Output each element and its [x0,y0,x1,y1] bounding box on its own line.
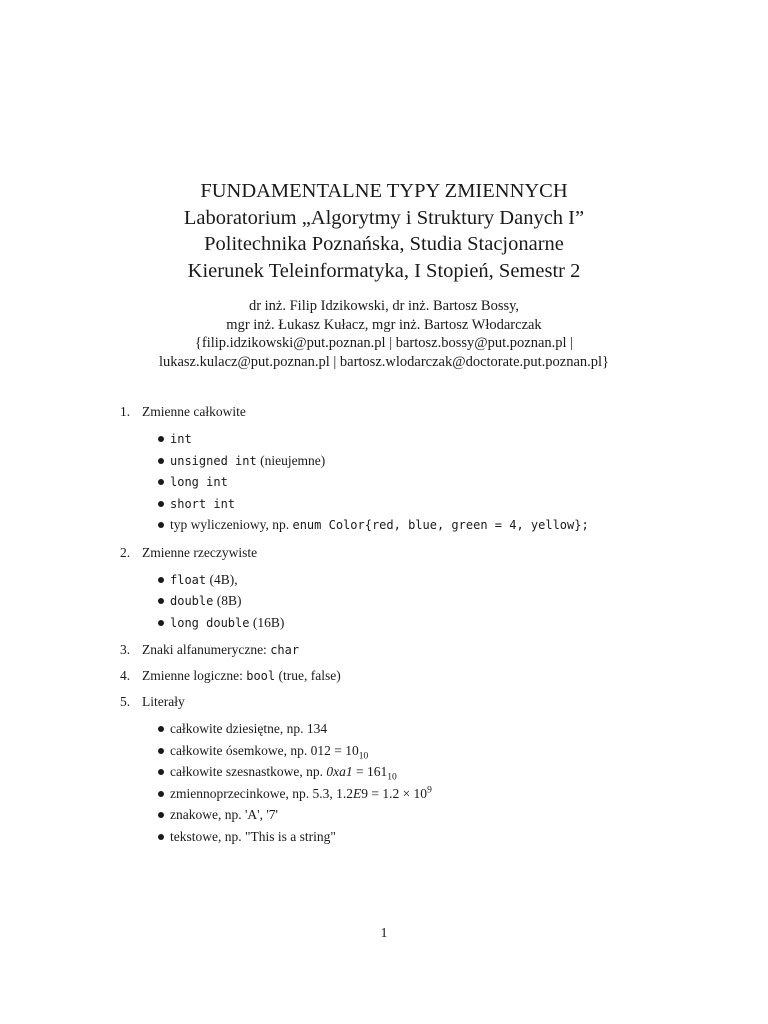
item-text: całkowite dziesiętne, np. 134 [170,721,328,736]
list-item [120,428,680,450]
bullet-icon [158,834,164,840]
section-label: Zmienne logiczne: [142,668,247,683]
section-number: 1. [120,404,131,419]
bullet-icon [158,726,164,732]
section-heading [120,402,680,422]
title-line-4: Kierunek Teleinformatyka, I Stopień, Semestr 2 [187,259,581,282]
list-item [120,450,680,472]
bullet-icon [158,436,164,442]
section-label: Zmienne całkowite [142,404,246,419]
code-text: enum Color{red, blue, green = 4, yellow}; [292,518,589,532]
item-text: (nieujemne) [256,452,326,468]
list-item [120,826,680,848]
authors-line-2: mgr inż. Łukasz Kułacz, mgr inż. Bartosz Włodarczak [226,316,542,333]
section-number: 2. [120,544,131,560]
section-heading [120,666,680,686]
section-number: 5. [120,694,131,709]
list-item [120,804,680,826]
document-title [0,178,768,284]
code-text: double [170,594,214,608]
bullet-list [120,718,680,847]
section-heading [120,543,680,563]
section-number: 4. [120,668,131,683]
superscript: 9 [427,785,432,795]
section-integer-variables [120,402,680,536]
bullet-icon [158,501,164,507]
section-heading [120,692,680,712]
math-text: 0xa1 [326,764,353,779]
section-label: Znaki alfanumeryczne: [142,642,271,657]
code-text: short int [170,496,236,511]
bullet-icon [158,577,164,583]
item-text: (8B) [213,593,242,608]
section-label: Zmienne rzeczywiste [142,544,258,560]
list-item [120,514,680,536]
list-item [120,761,680,783]
code-text: float [170,572,207,587]
numbered-list [120,402,680,854]
list-item [120,569,680,591]
subscript: 10 [358,751,369,762]
code-text: bool [246,669,276,683]
authors-emails-line-2: lukasz.kulacz@put.poznan.pl | bartosz.wlodarczak@doctorate.put.poznan.pl} [158,354,610,371]
section-real-variables [120,543,680,634]
section-heading [120,640,680,660]
section-label: Literały [142,694,185,709]
bullet-icon [158,620,164,626]
item-text: zmiennoprzecinkowe, np. 5.3, 1.2 [170,785,353,801]
subscript: 10 [387,772,397,783]
title-line-3: Politechnika Poznańska, Studia Stacjonarne [204,233,564,255]
title-line-1: FUNDAMENTALNE TYPY ZMIENNYCH [200,180,568,202]
page-number: 1 [380,926,388,941]
math-text: E [352,785,362,801]
bullet-icon [158,748,164,754]
item-text: (4B), [206,571,238,587]
item-text: całkowite szesnastkowe, np. [170,764,327,779]
section-logical-variables [120,666,680,686]
item-text: całkowite ósemkowe, np. 012 = 10 [170,742,359,758]
list-item [120,718,680,740]
bullet-icon [158,769,164,775]
code-text: char [270,643,300,657]
bullet-icon [158,791,164,797]
item-text: tekstowe, np. "This is a string" [170,828,336,844]
bullet-icon [158,598,164,604]
item-text: 9 = 1.2 × 10 [361,785,428,801]
code-text: int [170,432,192,446]
item-text: (true, false) [275,668,341,683]
bullet-list [120,428,680,536]
section-alphanumeric-chars [120,640,680,660]
bullet-icon [158,522,164,528]
authors-block [0,297,768,372]
bullet-list [120,569,680,634]
item-text: znakowe, np. 'A', '7' [170,807,278,822]
title-line-2: Laboratorium „Algorytmy i Struktury Danych I” [183,206,585,229]
list-item [120,493,680,515]
section-literals [120,692,680,847]
item-text: (16B) [249,614,285,630]
list-item [120,590,680,612]
bullet-icon [158,812,164,818]
list-item [120,783,680,805]
list-item [120,471,680,493]
authors-line-1: dr inż. Filip Idzikowski, dr inż. Bartosz Bossy, [248,298,520,314]
section-number: 3. [120,642,131,657]
bullet-icon [158,479,164,485]
item-text: typ wyliczeniowy, np. [170,517,293,532]
bullet-icon [158,458,164,464]
code-text: long double [170,615,250,630]
code-text: unsigned int [170,453,257,468]
list-item [120,612,680,634]
item-text: = 161 [352,764,388,779]
list-item [120,740,680,762]
authors-emails-line-1: {filip.idzikowski@put.poznan.pl | bartosz.bossy@put.poznan.pl | [194,335,574,352]
code-text: long int [170,475,228,489]
